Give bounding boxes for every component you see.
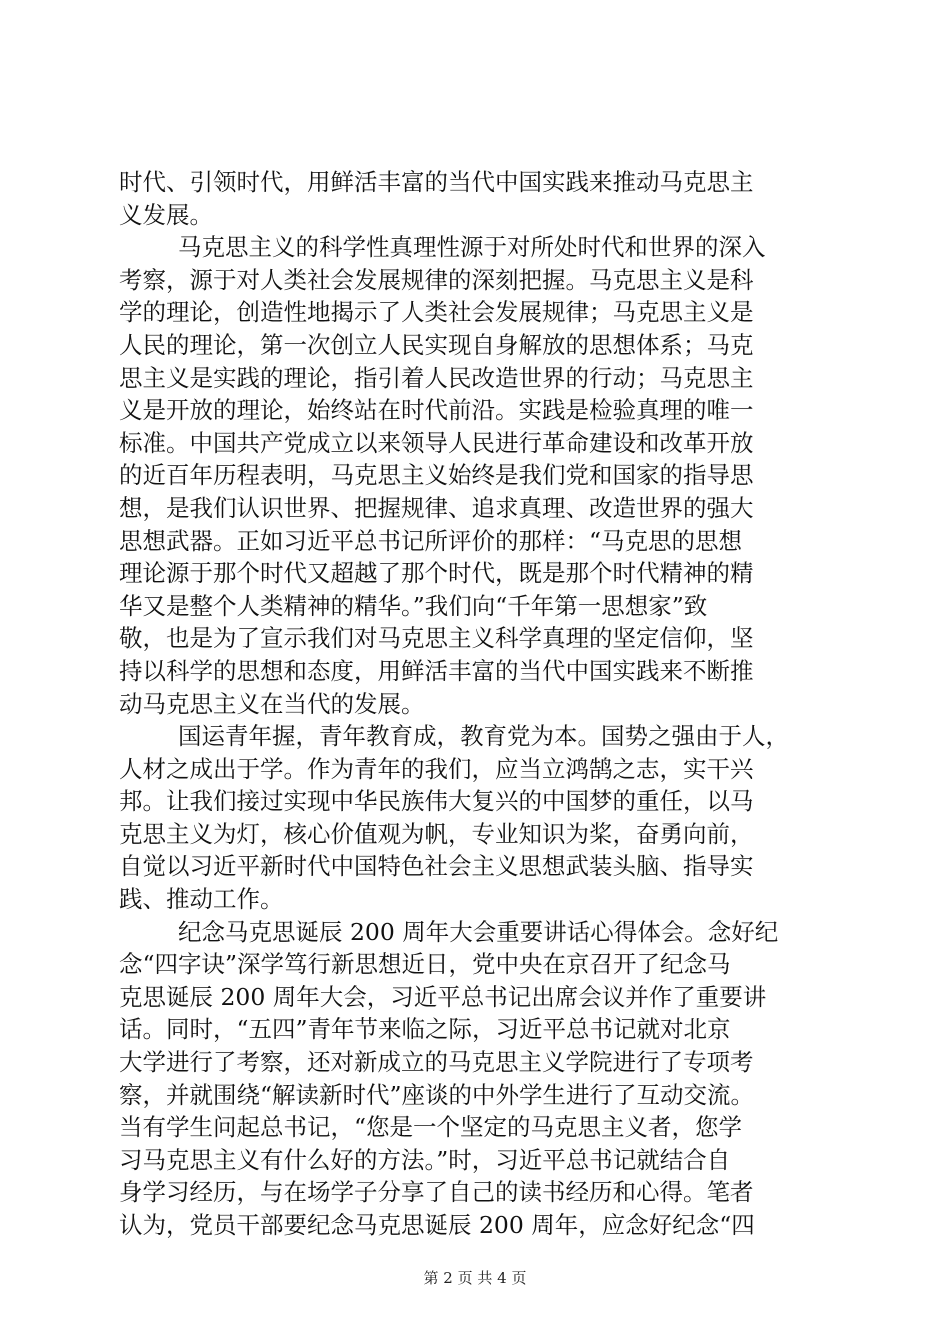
text-line: 念“四字诀”深学笃行新思想近日，党中央在京召开了纪念马: [119, 950, 731, 979]
text-line: 自觉以习近平新时代中国特色社会主义思想武装头脑、指导实: [119, 852, 754, 881]
text-line: 人民的理论，第一次创立人民实现自身解放的思想体系；马克: [119, 330, 754, 359]
text-line: 思想武器。正如习近平总书记所评价的那样：“马克思的思想: [119, 526, 743, 555]
text-line: 理论源于那个时代又超越了那个时代，既是那个时代精神的精: [119, 559, 754, 588]
text-line: 动马克思主义在当代的发展。: [119, 689, 425, 718]
text-line: 义发展。: [119, 200, 213, 229]
text-line: 华又是整个人类精神的精华。”我们向“千年第一思想家”致: [119, 591, 708, 620]
text-line: 的近百年历程表明，马克思主义始终是我们党和国家的指导思: [119, 461, 754, 490]
text-line: 马克思主义的科学性真理性源于对所处时代和世界的深入: [178, 233, 766, 262]
text-line: 习马克思主义有什么好的方法。”时，习近平总书记就结合自: [119, 1145, 731, 1174]
body-text: [119, 166, 849, 1242]
text-line: 克思主义为灯，核心价值观为帆，专业知识为桨，奋勇向前，: [119, 819, 754, 848]
text-line: 察，并就围绕“解读新时代”座谈的中外学生进行了互动交流。: [119, 1080, 755, 1109]
text-line: 大学进行了考察，还对新成立的马克思主义学院进行了专项考: [119, 1048, 754, 1077]
text-line: 人材之成出于学。作为青年的我们，应当立鸿鹄之志，实干兴: [119, 754, 754, 783]
text-line: 时代、引领时代，用鲜活丰富的当代中国实践来推动马克思主: [119, 168, 754, 196]
text-line: 认为，党员干部要纪念马克思诞辰 200 周年，应念好纪念“四: [119, 1211, 755, 1239]
text-line: 国运青年握，青年教育成，教育党为本。国势之强由于人，: [178, 722, 789, 751]
text-line: 践、推动工作。: [119, 885, 284, 914]
text-line: 邦。让我们接过实现中华民族伟大复兴的中国梦的重任，以马: [119, 787, 754, 816]
text-line: 身学习经历，与在场学子分享了自己的读书经历和心得。笔者: [119, 1178, 754, 1207]
text-line: 标准。中国共产党成立以来领导人民进行革命建设和改革开放: [119, 428, 754, 457]
text-line: 义是开放的理论，始终站在时代前沿。实践是检验真理的唯一: [119, 396, 754, 425]
text-line: 当有学生问起总书记，“您是一个坚定的马克思主义者，您学: [119, 1113, 743, 1142]
text-line: 克思诞辰 200 周年大会，习近平总书记出席会议并作了重要讲: [119, 982, 767, 1011]
text-line: 敬，也是为了宣示我们对马克思主义科学真理的坚定信仰，坚: [119, 624, 754, 653]
page-footer: 第 2 页 共 4 页: [423, 1269, 527, 1287]
text-line: 纪念马克思诞辰 200 周年大会重要讲话心得体会。念好纪: [178, 917, 779, 946]
text-line: 考察，源于对人类社会发展规律的深刻把握。马克思主义是科: [119, 265, 754, 294]
text-line: 想，是我们认识世界、把握规律、追求真理、改造世界的强大: [119, 493, 754, 522]
text-line: 话。同时，“五四”青年节来临之际，习近平总书记就对北京: [119, 1015, 731, 1044]
text-line: 思主义是实践的理论，指引着人民改造世界的行动；马克思主: [119, 363, 754, 392]
text-line: 持以科学的思想和态度，用鲜活丰富的当代中国实践来不断推: [119, 656, 754, 685]
text-line: 学的理论，创造性地揭示了人类社会发展规律；马克思主义是: [119, 298, 754, 327]
